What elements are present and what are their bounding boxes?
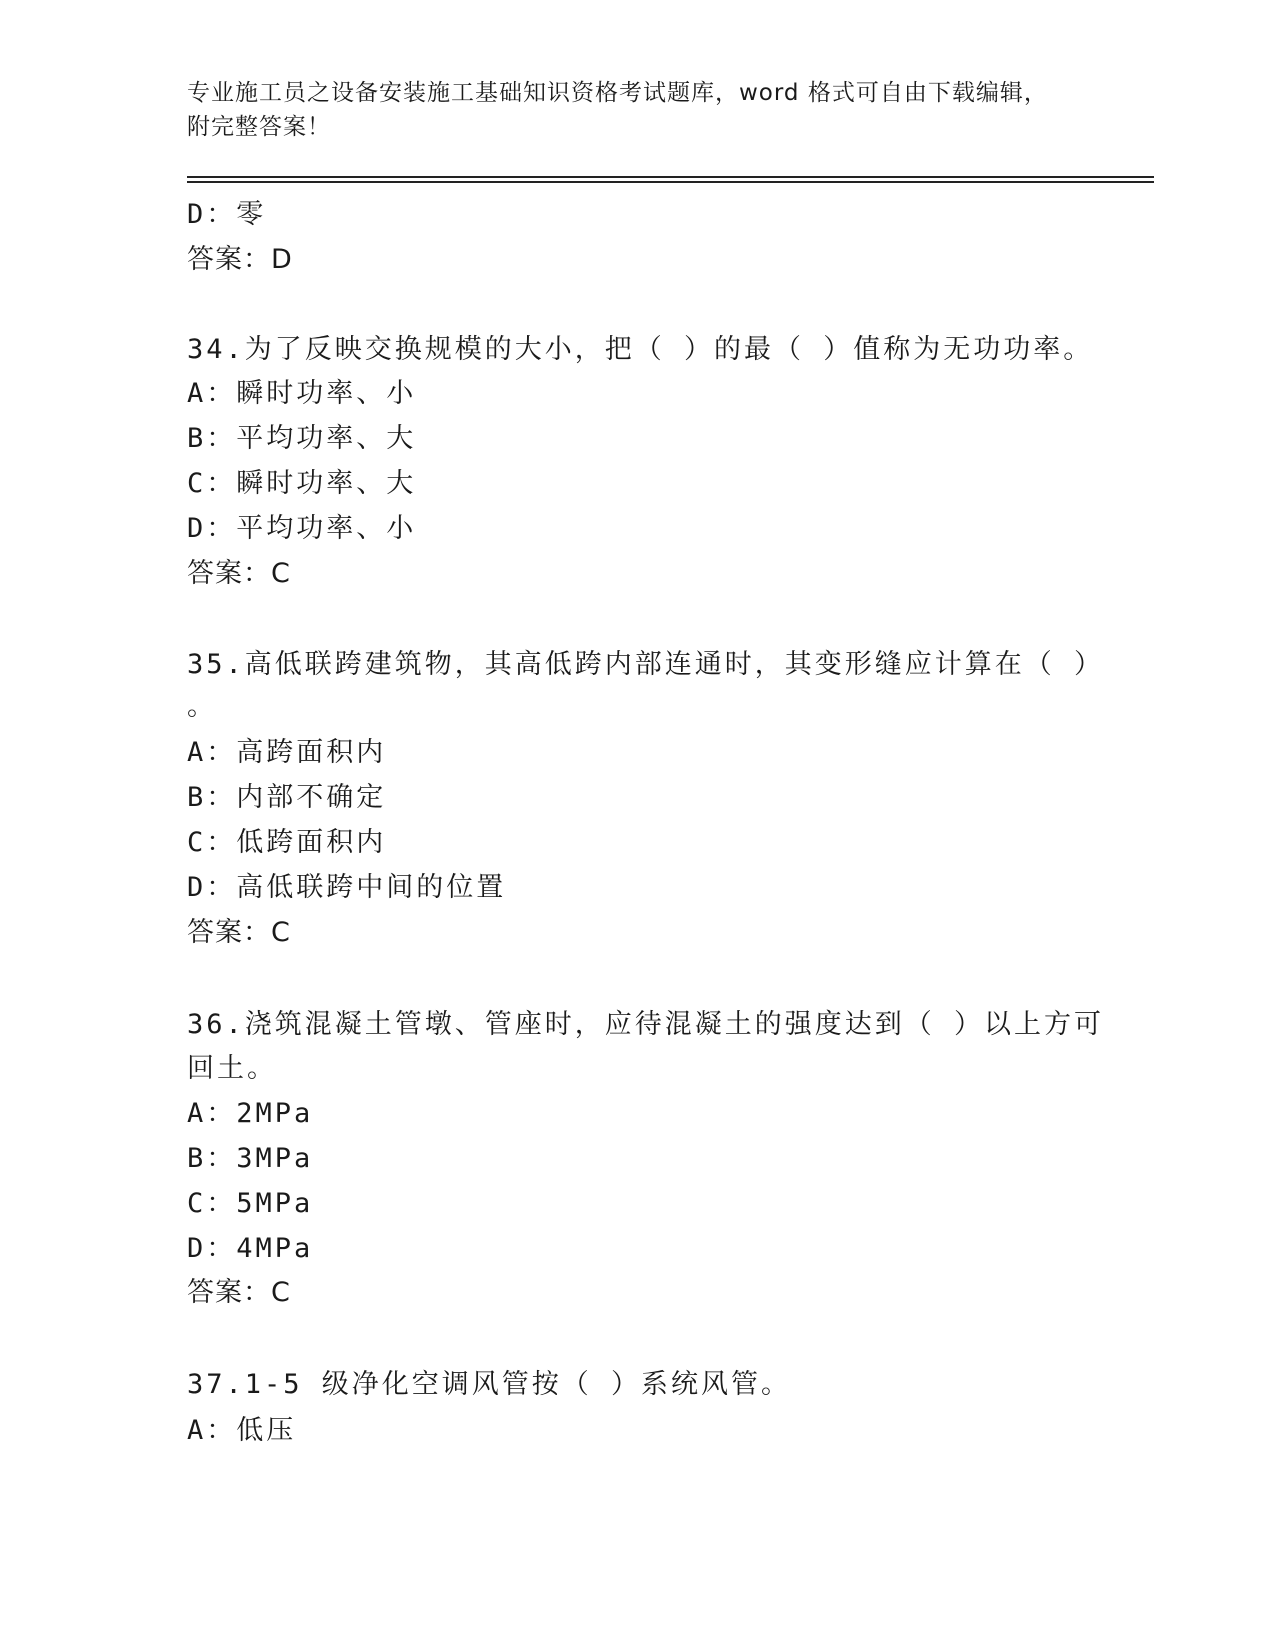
q34-option-c: C：瞬时功率、大 [187, 468, 417, 499]
header-rule-bottom [187, 181, 1154, 183]
q34-question: 34.为了反映交换规模的大小，把（ ）的最（ ）值称为无功功率。 [187, 334, 1094, 365]
q36-option-a: A：2MPa [187, 1098, 314, 1129]
q34-option-d: D：平均功率、小 [187, 513, 417, 544]
header-rule-top [187, 176, 1154, 178]
q37-option-a: A：低压 [187, 1415, 297, 1446]
q36-option-b: B：3MPa [187, 1143, 314, 1174]
q34-option-b: B：平均功率、大 [187, 423, 417, 454]
q33-answer: 答案：D [187, 244, 293, 275]
q33-option-d: D：零 [187, 199, 267, 230]
q35-option-d: D：高低联跨中间的位置 [187, 872, 507, 903]
q36-option-d: D：4MPa [187, 1233, 314, 1264]
q35-option-b: B：内部不确定 [187, 782, 387, 813]
q34-option-a: A：瞬时功率、小 [187, 378, 417, 409]
q35-answer: 答案：C [187, 917, 291, 948]
q36-question-line-2: 回土。 [187, 1053, 277, 1084]
q35-option-a: A：高跨面积内 [187, 737, 387, 768]
q34-answer: 答案：C [187, 558, 291, 589]
q35-question-line-1: 35.高低联跨建筑物，其高低跨内部连通时，其变形缝应计算在（ ） [187, 649, 1105, 680]
document-header-line-1: 专业施工员之设备安装施工基础知识资格考试题库，word 格式可自由下载编辑， [187, 80, 1048, 106]
q36-option-c: C：5MPa [187, 1188, 314, 1219]
q35-question-line-2: 。 [187, 691, 217, 722]
q36-question-line-1: 36.浇筑混凝土管墩、管座时，应待混凝土的强度达到（ ）以上方可 [187, 1009, 1105, 1040]
document-header-line-2: 附完整答案！ [187, 114, 331, 140]
q35-option-c: C：低跨面积内 [187, 827, 387, 858]
q37-question: 37.1-5 级净化空调风管按（ ）系统风管。 [187, 1369, 792, 1400]
q36-answer: 答案：C [187, 1277, 291, 1308]
